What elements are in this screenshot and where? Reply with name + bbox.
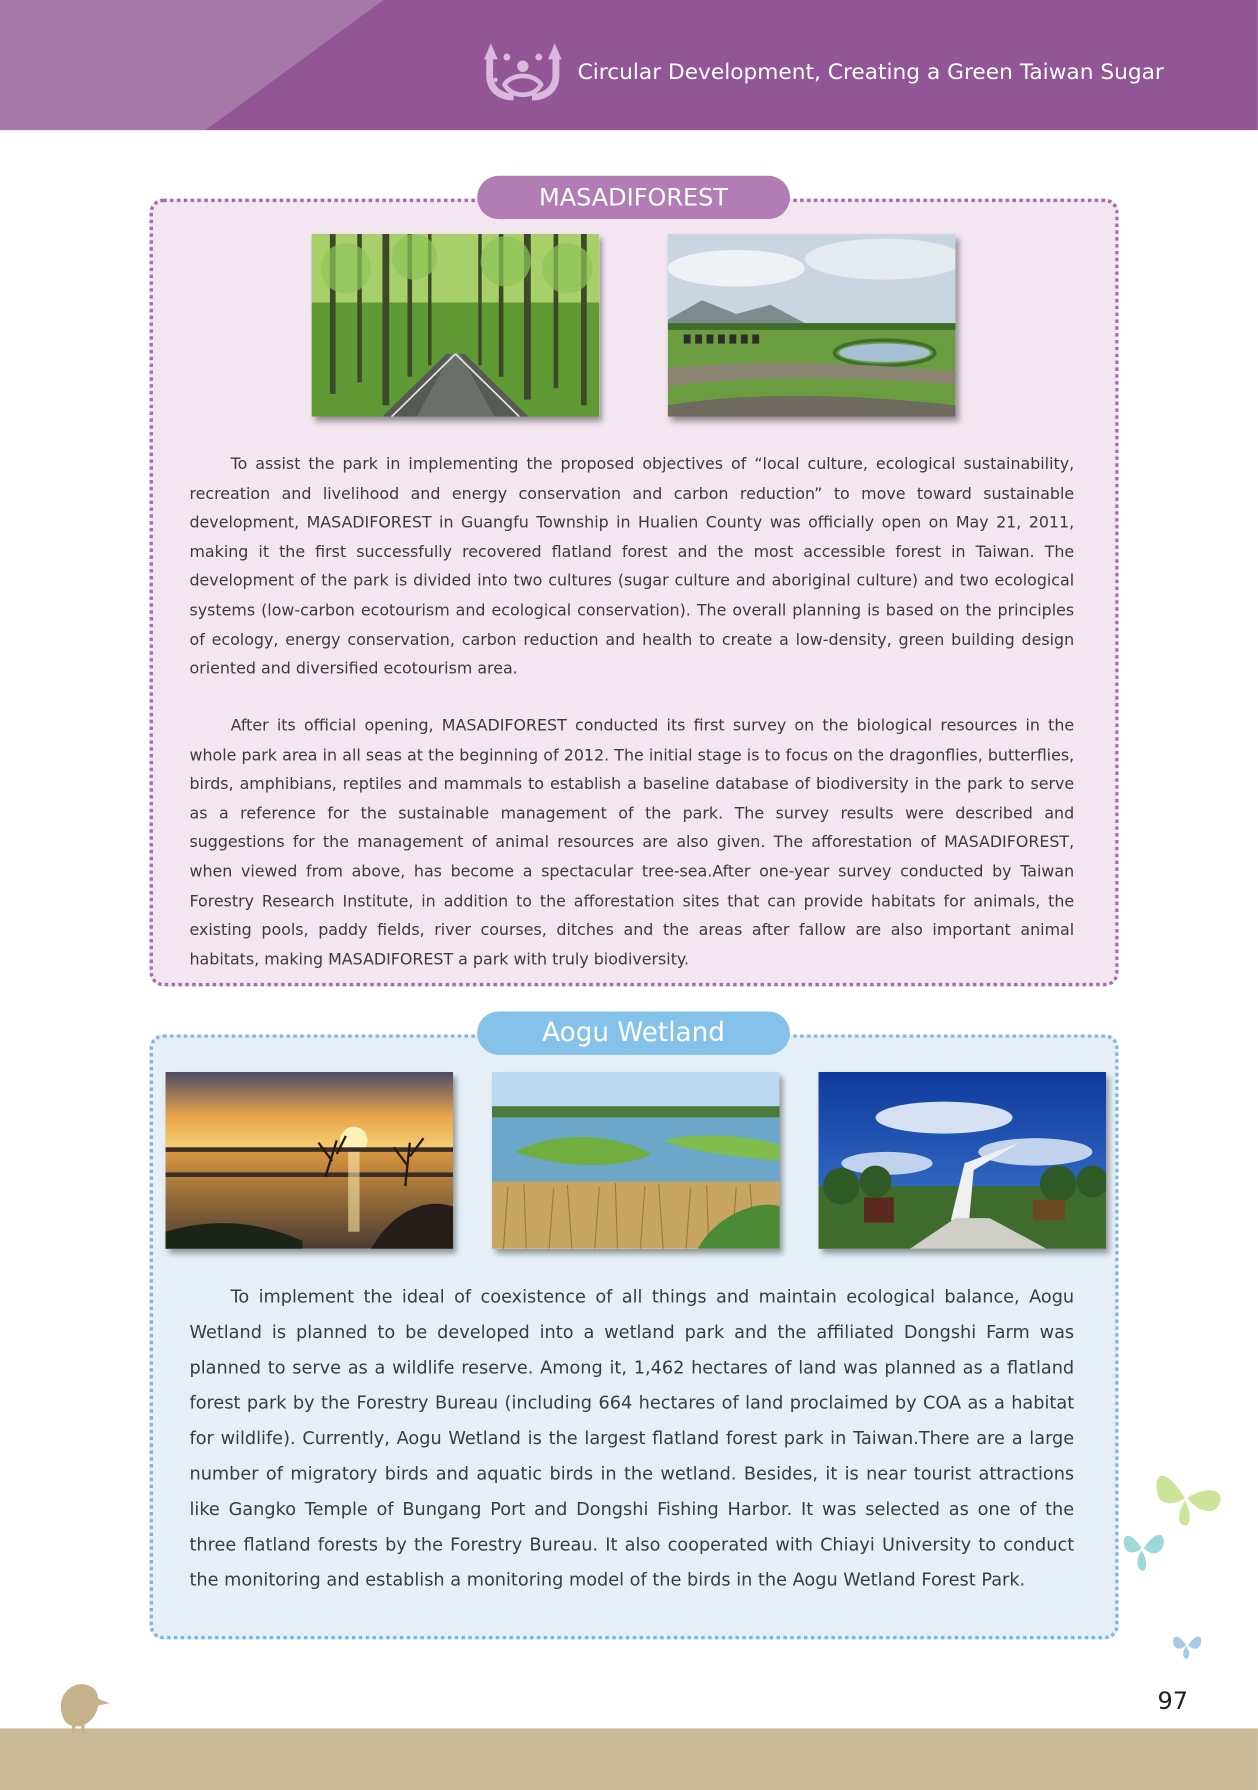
header-title: Circular Development, Creating a Green Taiwan Sugar bbox=[577, 59, 1164, 85]
taiwan-sign-park-photo bbox=[668, 234, 956, 417]
circular-development-logo-icon bbox=[479, 41, 566, 107]
masadiforest-paragraph-1: To assist the park in implementing the proposed objectives of “local culture, ecological sustainability, recreation and livelihood and energy conservation and carbon reduction” to move toward sustainable development, MASADIFOREST in Guangfu Township in Hualien County was officially open on May 21, 2011, making it the first successfully recovered flatland forest and the most accessible forest in Taiwan. The development of the park is divided into two cultures (sugar culture and aboriginal culture) and two ecological systems (low-carbon ecotourism and ecological conservation). The overall planning is based on the principles of ecology, energy conservation, carbon reduction and health to create a low-density, green building design oriented and diversified ecotourism area. bbox=[189, 455, 1075, 679]
butterfly-icon bbox=[1171, 1630, 1203, 1660]
wetland-reeds-photo bbox=[492, 1072, 780, 1249]
masadiforest-paragraph-2: After its official opening, MASADIFOREST conducted its first survey on the biological resources in the whole park area in all seas at the beginning of 2012. The initial stage is to focus on the dragonflies, butterflies, birds, amphibians, reptiles and mammals to establish a baseline database of biodiversity in the park to serve as a reference for the sustainable management of the park. The survey results were described and suggestions for the management of animal resources are also given. The afforestation of MASADIFOREST, when viewed from above, has become a spectacular tree-sea.After one-year survey conducted by Taiwan Forestry Research Institute, in addition to the afforestation sites that can provide habitats for animals, the existing pools, paddy fields, river courses, ditches and the areas after fallow are also important animal habitats, making MASADIFOREST a park with truly biodiversity. bbox=[189, 716, 1075, 969]
butterfly-icon bbox=[1151, 1461, 1226, 1529]
forest-path-photo bbox=[312, 234, 600, 417]
aogu-wetland-paragraph: To implement the ideal of coexistence of all things and maintain ecological balance, Aogu Wetland is planned to be developed into a wetland park and the affiliated Dongshi Farm was planned to serve as a wildlife reserve. Among it, 1,462 hectares of land was planned as a flatland forest park by the Forestry Bureau (including 664 hectares of land proclaimed by COA as a habitat for wildlife). Currently, Aogu Wetland is the largest flatland forest park in Taiwan.There are a large number of migratory birds and aquatic birds in the wetland. Besides, it is near tourist attractions like Gangko Temple of Bungang Port and Dongshi Fishing Harbor. It was selected as one of the three flatland forests by the Forestry Bureau. It also cooperated with Chiayi University to conduct the monitoring and establish a monitoring model of the birds in the Aogu Wetland Forest Park. bbox=[189, 1286, 1075, 1591]
masadiforest-title: MASADIFOREST bbox=[477, 176, 790, 219]
page-number: 97 bbox=[1157, 1687, 1188, 1715]
wetland-gate-photo bbox=[818, 1072, 1106, 1249]
header-decoration bbox=[0, 0, 388, 130]
footer-band bbox=[0, 1728, 1258, 1790]
aogu-wetland-title: Aogu Wetland bbox=[477, 1011, 790, 1054]
wetland-sunset-photo bbox=[166, 1072, 454, 1249]
bird-icon bbox=[53, 1674, 115, 1733]
butterfly-icon bbox=[1121, 1525, 1167, 1573]
page-header bbox=[0, 0, 1258, 130]
